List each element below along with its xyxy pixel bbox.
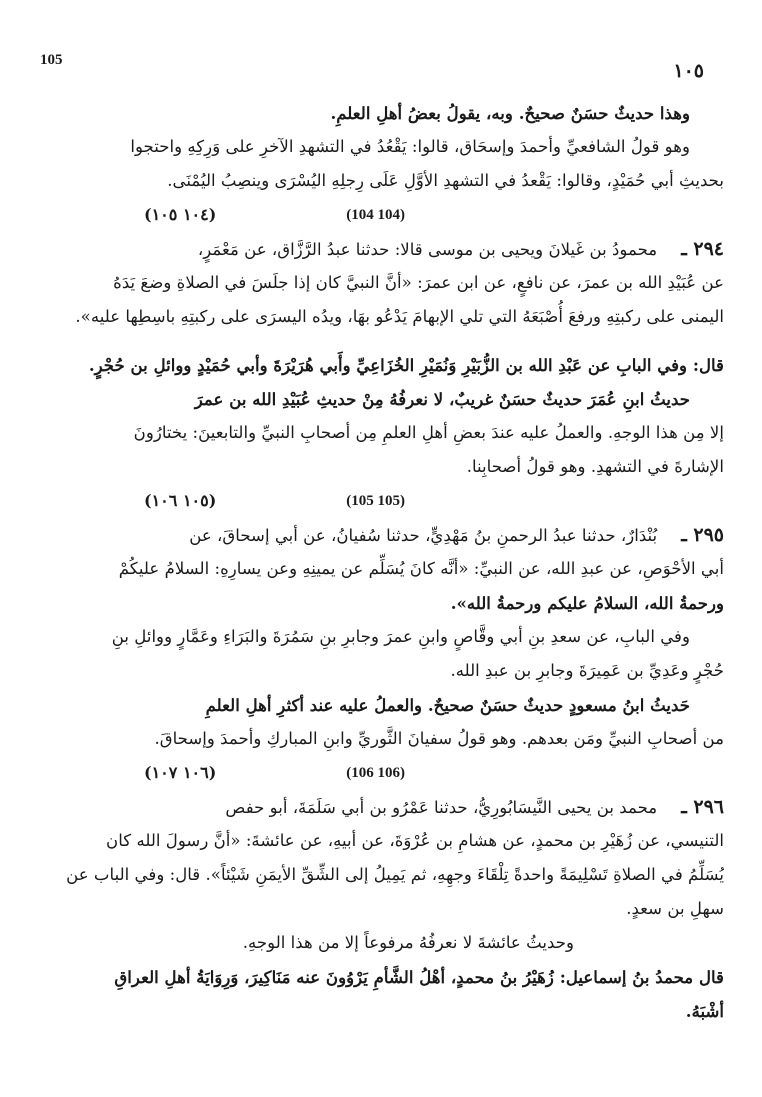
hadith-header-line xyxy=(36,790,724,824)
text-line: قال محمدُ بنُ إسماعيل: زُهَيْرُ بنُ محمدٍ، أهْلُ الشَّأمِ يَرْوُونَ عنه مَنَاكِيرَ، وَرِوَايَةُ أهلِ العراقِ xyxy=(114,967,724,987)
hadith-number: ٢٩٦ ـ xyxy=(681,796,724,818)
reference-arabic: (١٠٦ ١٠٧) xyxy=(144,763,217,782)
text-line: محمد بن يحيى النَّيسَابُورِيُّ، حدثنا عَمْرُو بن أبي سَلَمَةَ، أبو حفص xyxy=(225,798,658,817)
hadith-header-line xyxy=(36,232,724,266)
reference-numbers xyxy=(36,484,724,518)
text-line: حديثُ ابنِ عُمَرَ حديثٌ حسَنٌ غريبٌ، لا نعرفُهُ مِنْ حديثِ عُبَيْدِ الله بن عمرَ xyxy=(194,389,690,409)
text-line: اليمنى على ركبتِهِ ورفعَ أُصْبَعَهُ التي تلي الإبهامَ يَدْعُو بهَا، ويدُه اليسرَى على ركبتِهِ باسِطِها عليه». xyxy=(75,307,724,326)
text-line: حُجْرٍ وعَدِيِّ بن عَمِيرَةَ وجابرِ بن عبدِ الله. xyxy=(450,661,724,680)
text-line: أبي الأحْوَصِ، عن عبدِ الله، عن النبيِّ: «أنَّه كانَ يُسَلِّم عن يمينِهِ وعن يسارِهِ: السلامُ عليكُمْ xyxy=(118,559,724,578)
text-line: الإشارةَ في التشهدِ. وهو قولُ أصحابِنا. xyxy=(466,457,724,476)
text-line: سهلِ بن سعدٍ. xyxy=(626,899,724,918)
hadith-header-line xyxy=(36,518,724,552)
text-line: وفي البابِ، عن سعدِ بنِ أبي وقَّاصٍ وابنِ عمرَ وجابرِ بنِ سَمُرَةَ والبَرَاءِ وعَمَّارٍ ووائلِ بنِ xyxy=(111,627,690,646)
text-line: ورحمةُ الله، السلامُ عليكم ورحمةُ الله». xyxy=(450,593,724,613)
text-line: أشْبَهُ. xyxy=(685,1001,724,1021)
page-number-latin: 105 xyxy=(40,52,63,68)
reference-latin: (104 104) xyxy=(346,207,406,223)
text-line: وهذا حديثٌ حسَنٌ صحيحٌ. وبه، يقولُ بعضُ أهلِ العلمِ. xyxy=(330,103,690,123)
reference-arabic: (١٠٥ ١٠٦) xyxy=(144,491,217,510)
text-line: بحديثِ أبي حُمَيْدٍ، وقالوا: يَقْعدُ في التشهدِ الأوَّلِ عَلَى رِجلِهِ اليُسْرَى وينصِبُ اليُمْنَى. xyxy=(167,171,724,190)
text-line: بُنْدَارٌ، حدثنا عبدُ الرحمنِ بنُ مَهْدِيٍّ، حدثنا سُفيانُ، عن أبي إسحاقَ، عن xyxy=(189,526,658,545)
hadith-number: ٢٩٤ ـ xyxy=(681,238,724,260)
text-line: وحديثُ عائشةَ لا نعرفُهُ مرفوعاً إلا من هذا الوجهِ. xyxy=(242,933,574,952)
reference-arabic: (١٠٤ ١٠٥) xyxy=(144,205,217,224)
text-line: يُسَلِّمُ في الصلاةِ تَسْلِيمَةً واحدةً تِلْقَاءَ وجهِهِ، ثم يَمِيلُ إلى الشِّقِّ الأيمَنِ شَيْئاً». قال: وفي الباب عن xyxy=(66,865,724,884)
text-line: حَديثُ ابنُ مسعودٍ حديثٌ حسَنٌ صحيحٌ. والعملُ عليه عند أكثرِ أهلِ العلمِ xyxy=(205,695,690,715)
reference-latin: (106 106) xyxy=(346,765,406,781)
text-line: عن عُبَيْدِ الله بن عمرَ، عن نافعٍ، عن ابن عمرَ: «أنَّ النبيَّ كان إذا جلَسَ في الصلاةِ وضعَ يَدَهُ xyxy=(113,273,724,292)
reference-numbers xyxy=(36,198,724,232)
text-line: قال: وفي البابِ عن عَبْدِ الله بن الزُّبَيْرِ وَنُمَيْرِ الخُزَاعِيِّ وأَبي هُرَيْرَةَ وأبي حُمَيْدٍ ووائلِ بن حُجْرٍ. xyxy=(88,355,724,375)
text-line: التنيسي، عن زُهَيْرِ بن محمدٍ، عن هشامِ بن عُرْوَةَ، عن أبيهِ، عن عائشةَ: «أنَّ رسولَ الله كان xyxy=(106,831,724,850)
text-line: محمودُ بن غَيلانَ ويحيى بن موسى قالا: حدثنا عبدُ الرَّزَّاق، عن مَعْمَرٍ، xyxy=(197,240,658,259)
hadith-number: ٢٩٥ ـ xyxy=(681,524,724,546)
text-line: من أصحابِ النبيِّ ومَن بعدهم. وهو قولُ سفيانَ الثَّوريِّ وابنِ المباركِ وأحمدَ وإسحاقَ. xyxy=(154,729,724,748)
reference-latin: (105 105) xyxy=(346,493,406,509)
page-number-arabic: ١٠٥ xyxy=(673,60,704,82)
text-line: وهو قولُ الشافعيِّ وأحمدَ وإسحَاق، قالوا: يَقْعُدُ في التشهدِ الآخرِ على وَرِكِهِ واحتجوا xyxy=(130,137,690,156)
reference-numbers xyxy=(36,756,724,790)
text-line: إلا مِن هذا الوجهِ. والعملُ عليه عندَ بعضِ أهلِ العلمِ مِن أصحابِ النبيِّ والتابعينَ: يختارُونَ xyxy=(133,423,724,442)
page-body xyxy=(36,96,724,1028)
